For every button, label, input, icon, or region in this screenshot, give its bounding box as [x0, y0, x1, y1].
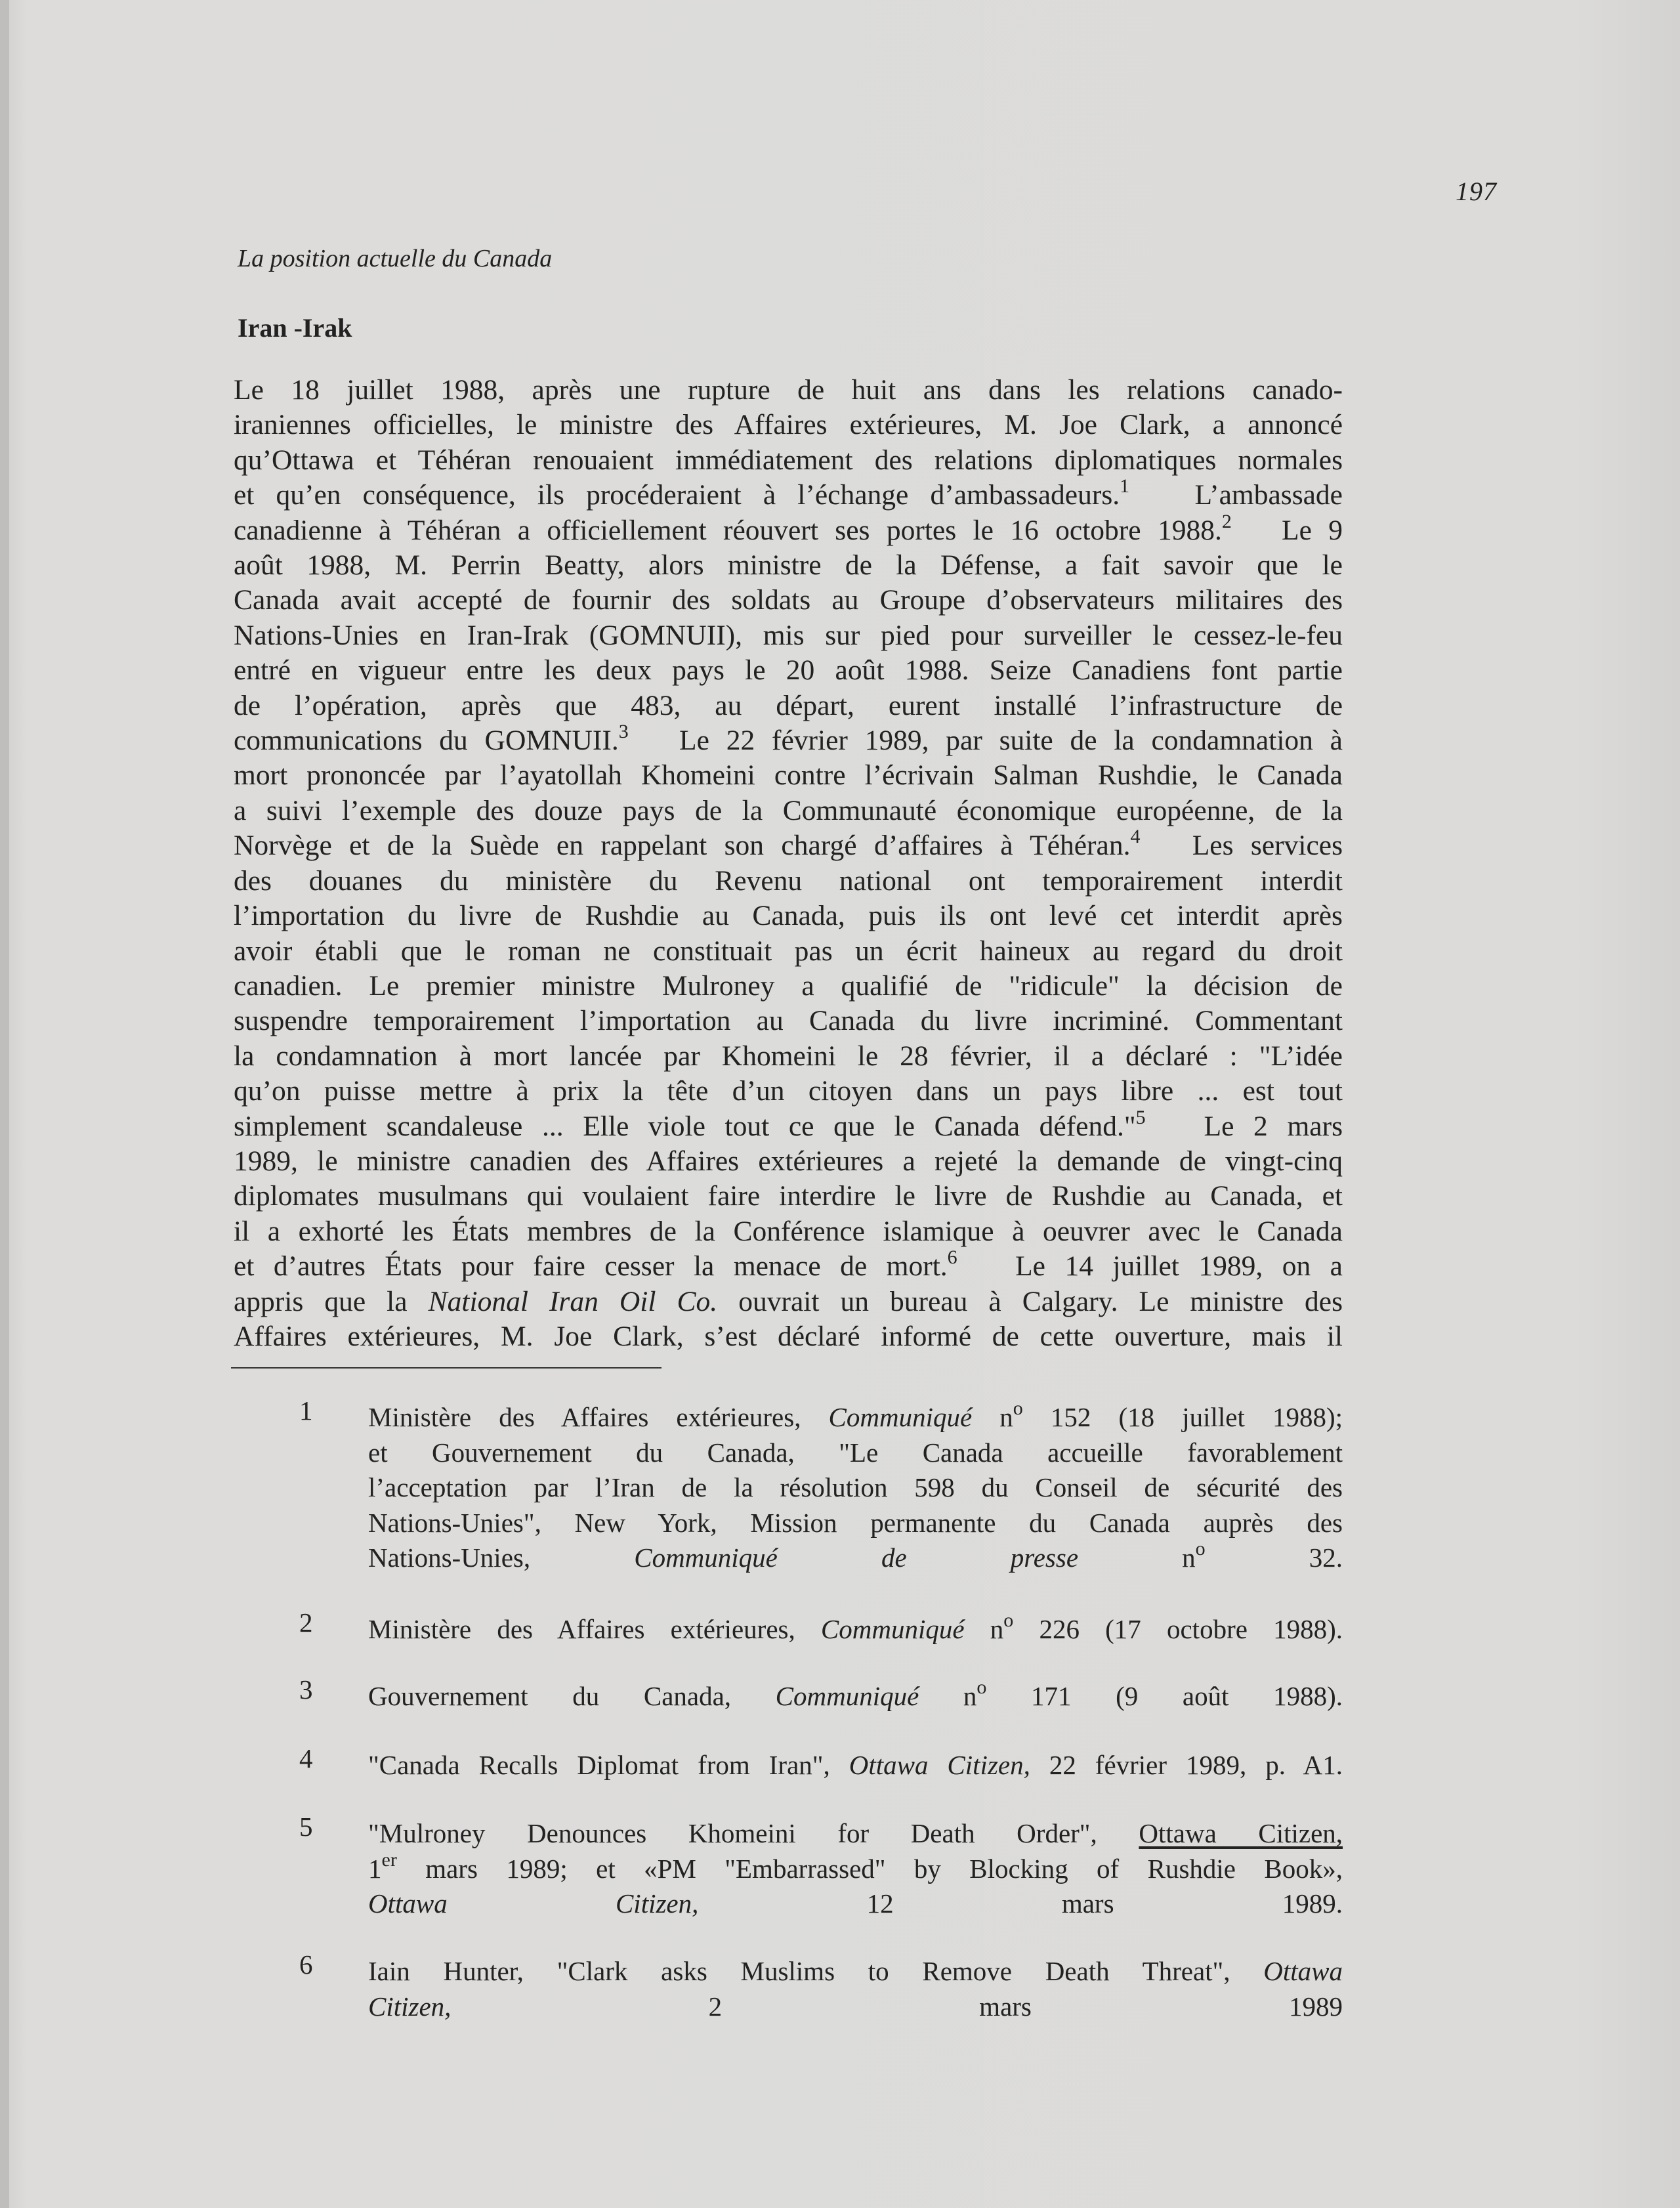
- footnote-text: "Mulroney Denounces Khomeini for Death Order", Ottawa Citizen, 1er mars 1989; et «PM "Embarrassed" by Blocking of Rushdie Book», Ottawa Citizen, 12 mars 1989.: [368, 1818, 1343, 1919]
- body-line: canadienne à Téhéran a officiellement réouvert ses portes le 16 octobre 1988.$^2$ Le 9: [234, 510, 1343, 546]
- body-paragraph: [234, 373, 1343, 1354]
- body-line: de l’opération, après que 483, au départ, eurent installé l’infrastructure de: [234, 689, 1343, 721]
- footnote-text: "Canada Recalls Diplomat from Iran", Ottawa Citizen, 22 février 1989, p. A1.: [368, 1750, 1343, 1780]
- body-line: canadien. Le premier ministre Mulroney a qualifié de "ridicule" la décision de: [234, 969, 1343, 1002]
- footnote: [234, 1674, 1343, 1714]
- footnote: [234, 1743, 1343, 1783]
- body-line: communications du GOMNUII.$^3$ Le 22 février 1989, par suite de la condamnation à: [234, 721, 1343, 757]
- footnote-number: 1: [299, 1395, 313, 1426]
- body-line: diplomates musulmans qui voulaient faire interdire le livre de Rushdie au Canada, et: [234, 1180, 1343, 1212]
- body-line: appris que la National Iran Oil Co. ouvrait un bureau à Calgary. Le ministre des: [234, 1285, 1343, 1317]
- body-line: suspendre temporairement l’importation au Canada du livre incriminé. Commentant: [234, 1005, 1343, 1037]
- footnote: [234, 1395, 1343, 1576]
- body-line: Affaires extérieures, M. Joe Clark, s’est déclaré informé de cette ouverture, mais il: [234, 1320, 1343, 1352]
- footnote-text: Ministère des Affaires extérieures, Communiqué $n^o$ 152 (18 juillet 1988); et Gouvernement du Canada, "Le Canada accueille favorablement l’acceptation par l’Iran de la résolution 598 du Conseil de sécurité des Nations-Unies", New York, Mission permanente du Canada auprès des Nations-Unies, Communiqué de presse $n^o$ 32.: [368, 1397, 1343, 1573]
- section-title: La position actuelle du Canada: [238, 245, 553, 272]
- body-line: iraniennes officielles, le ministre des Affaires extérieures, M. Joe Clark, a annoncé: [234, 409, 1343, 441]
- body-line: août 1988, M. Perrin Beatty, alors ministre de la Défense, a fait savoir que le: [234, 549, 1343, 582]
- body-line: qu’Ottawa et Téhéran renouaient immédiatement des relations diplomatiques normales: [234, 444, 1343, 476]
- footnote: [234, 1949, 1343, 2024]
- body-line: Nations-Unies en Iran-Irak (GOMNUII), mis sur pied pour surveiller le cessez-le-feu: [234, 619, 1343, 651]
- footnote-number: 6: [299, 1949, 313, 1980]
- footnote-ref: 6: [947, 1246, 957, 1269]
- body-line: il a exhorté les États membres de la Conférence islamique à oeuvrer avec le Canada: [234, 1215, 1343, 1247]
- footnote-ref: 5: [1135, 1106, 1146, 1128]
- body-line: a suivi l’exemple des douze pays de la Communauté économique européenne, de la: [234, 794, 1343, 826]
- page-number: 197: [1456, 177, 1497, 206]
- footnote-ref: 3: [618, 721, 629, 743]
- footnote: [234, 1607, 1343, 1647]
- footnote-separator: [231, 1367, 662, 1369]
- body-line: qu’on puisse mettre à prix la tête d’un citoyen dans un pays libre ... est tout: [234, 1075, 1343, 1107]
- footnote-text: Gouvernement du Canada, Communiqué $n^o$ 171 (9 août 1988).: [368, 1676, 1343, 1711]
- footnote-number: 3: [299, 1674, 313, 1705]
- body-line: et qu’en conséquence, ils procéderaient à l’échange d’ambassadeurs.$^1$ L’ambassade: [234, 475, 1343, 511]
- subsection-title: Iran -Irak: [238, 313, 352, 343]
- body-line: l’importation du livre de Rushdie au Canada, puis ils ont levé cet interdit après: [234, 900, 1343, 932]
- body-line: 1989, le ministre canadien des Affaires extérieures a rejeté la demande de vingt-cinq: [234, 1145, 1343, 1177]
- footnote-ref: 1: [1120, 475, 1130, 498]
- footnote: [234, 1812, 1343, 1922]
- body-line: des douanes du ministère du Revenu national ont temporairement interdit: [234, 864, 1343, 897]
- footnote-text: Iain Hunter, "Clark asks Muslims to Remove Death Threat", Ottawa Citizen, 2 mars 1989: [368, 1956, 1343, 2022]
- footnote-ref: 4: [1130, 826, 1141, 848]
- body-line: mort prononcée par l’ayatollah Khomeini contre l’écrivain Salman Rushdie, le Canada: [234, 759, 1343, 792]
- footnote-text: Ministère des Affaires extérieures, Communiqué $n^o$ 226 (17 octobre 1988).: [368, 1609, 1343, 1644]
- body-line: avoir établi que le roman ne constituait pas un écrit haineux au regard du droit: [234, 935, 1343, 967]
- footnote-ref: 2: [1221, 510, 1232, 532]
- body-line: simplement scandaleuse ... Elle viole tout ce que le Canada défend."$^5$ Le 2 mars: [234, 1106, 1343, 1142]
- page-edge: [0, 0, 9, 2208]
- body-line: entré en vigueur entre les deux pays le 20 août 1988. Seize Canadiens font partie: [234, 654, 1343, 687]
- body-line: Le 18 juillet 1988, après une rupture de huit ans dans les relations canado-: [234, 374, 1343, 406]
- body-line: et d’autres États pour faire cesser la menace de mort.$^6$ Le 14 juillet 1989, on a: [234, 1246, 1343, 1283]
- footnote-number: 5: [299, 1812, 313, 1842]
- body-line: Norvège et de la Suède en rappelant son chargé d’affaires à Téhéran.$^4$ Les services: [234, 826, 1343, 862]
- footnote-number: 4: [299, 1743, 313, 1773]
- footnote-number: 2: [299, 1607, 313, 1638]
- body-line: la condamnation à mort lancée par Khomeini le 28 février, il a déclaré : "L’idée: [234, 1040, 1343, 1072]
- body-line: Canada avait accepté de fournir des soldats au Groupe d’observateurs militaires des: [234, 584, 1343, 616]
